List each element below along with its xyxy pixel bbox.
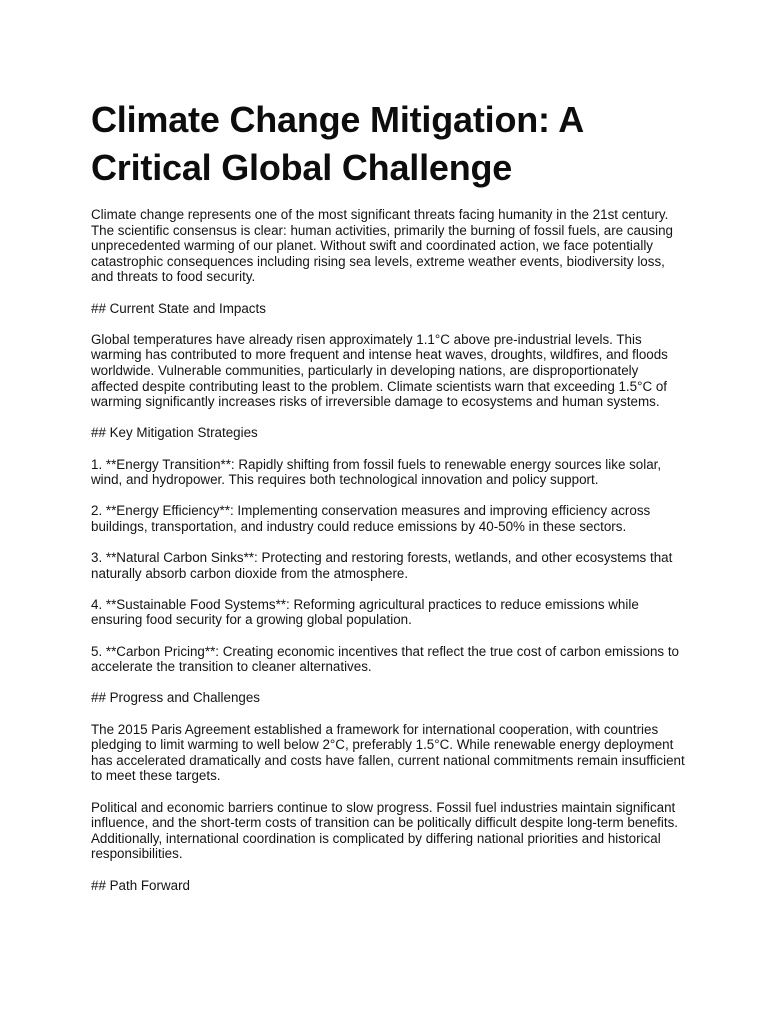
strategy-item-energy-transition: 1. **Energy Transition**: Rapidly shifting from fossil fuels to renewable energy sources like solar, wind, and hydropower. This requires both technological innovation and policy support. (91, 456, 662, 488)
section-heading-path-forward: ## Path Forward (91, 877, 190, 893)
strategy-item-energy-efficiency: 2. **Energy Efficiency**: Implementing conservation measures and improving efficiency across buildings, transportation, and industry could reduce emissions by 40-50% in these sectors. (91, 503, 651, 534)
strategy-item-carbon-sinks: 3. **Natural Carbon Sinks**: Protecting and restoring forests, wetlands, and other ecosystems that naturally absorb carbon dioxide from the atmosphere. (91, 550, 673, 581)
strategy-item-food-systems: 4. **Sustainable Food Systems**: Reforming agricultural practices to reduce emissions while ensuring food security for a growing global population. (91, 596, 639, 628)
document-title: Climate Change Mitigation: A Critical Global Challenge (91, 99, 583, 188)
section-heading-progress-challenges: ## Progress and Challenges (91, 690, 260, 706)
section-heading-mitigation-strategies: ## Key Mitigation Strategies (91, 425, 258, 441)
strategy-item-carbon-pricing: 5. **Carbon Pricing**: Creating economic incentives that reflect the true cost of carbon emissions to accelerate the transition to cleaner alternatives. (91, 643, 679, 675)
document-page (91, 96, 686, 909)
barriers-paragraph: Political and economic barriers continue to slow progress. Fossil fuel industries maintain significant influence, and the short-term costs of transition can be politically difficult despite long-term benefits. Additionally, international coordination is complicated by differing national priorities and historical responsibilities. (91, 799, 679, 862)
paris-agreement-paragraph: The 2015 Paris Agreement established a framework for international cooperation, with countries pledging to limit warming to well below 2°C, preferably 1.5°C. While renewable energy deployment has accelerated dramatically and costs have fallen, current national commitments remain insufficient to meet these targets. (91, 721, 685, 784)
current-state-paragraph: Global temperatures have already risen approximately 1.1°C above pre-industrial levels. This warming has contributed to more frequent and intense heat waves, droughts, wildfires, and floods worldwide. Vulnerable communities, particularly in developing nations, are disproportionately affected despite contributing least to the problem. Climate scientists warn that exceeding 1.5°C of warming significantly increases risks of irreversible damage to ecosystems and human systems. (91, 331, 668, 410)
section-heading-current-state: ## Current State and Impacts (91, 300, 266, 316)
intro-paragraph: Climate change represents one of the most significant threats facing humanity in the 21st century. The scientific consensus is clear: human activities, primarily the burning of fossil fuels, are causing unprecedented warming of our planet. Without swift and coordinated action, we face potentially catastrophic consequences including rising sea levels, extreme weather events, biodiversity loss, and threats to food security. (91, 207, 674, 285)
